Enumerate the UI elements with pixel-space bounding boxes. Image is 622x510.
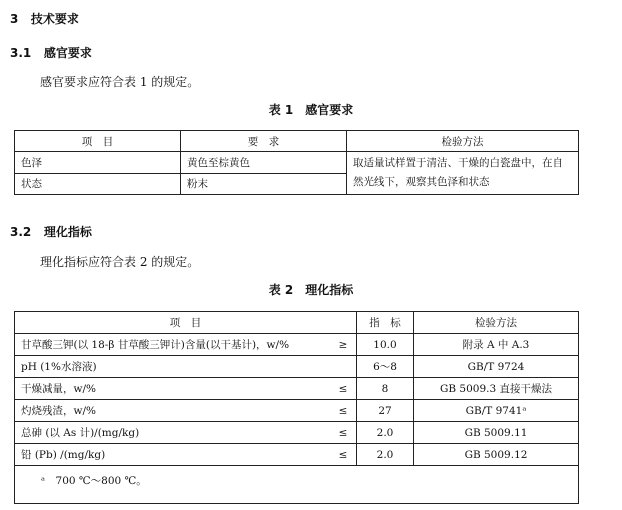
table-1 [14,130,579,195]
cell-method: GB 5009.12 [414,444,579,466]
header-index: 指 标 [357,312,414,334]
header-item: 项 目 [15,312,357,334]
table-row [15,356,579,378]
cell-method: GB 5009.11 [414,422,579,444]
cell-method: 取适量试样置于清洁、干燥的白瓷盘中，在自然光线下，观察其色泽和状态 [347,152,579,195]
cell-relation: ≤ [330,378,357,400]
table-row [15,378,579,400]
table-row [15,334,579,356]
table-row [15,400,579,422]
cell-item: 色泽 [15,152,181,174]
table-row [15,444,579,466]
section-title: 理化指标 [43,225,92,239]
cell-item: 铅 (Pb) /(mg/kg) [15,444,331,466]
cell-method: GB/T 9741ᵃ [414,400,579,422]
cell-method: 附录 A 中 A.3 [414,334,579,356]
cell-value: 8 [357,378,414,400]
section-title: 技术要求 [30,12,79,26]
table-row [15,422,579,444]
table-row [15,152,579,174]
cell-relation: ≤ [330,444,357,466]
cell-relation: ≤ [330,422,357,444]
cell-item: 总砷 (以 As 计)/(mg/kg) [15,422,331,444]
cell-value: 2.0 [357,444,414,466]
cell-item: pH (1%水溶液) [15,356,331,378]
cell-requirement: 粉末 [181,173,347,195]
cell-relation: ≥ [330,334,357,356]
section-number: 3 [10,12,19,26]
section-3-1-heading [10,44,92,61]
section-number: 3.1 [10,46,32,60]
section-number: 3.2 [10,225,32,239]
table-note-row [15,466,579,504]
cell-method: GB/T 9724 [414,356,579,378]
table-header-row [15,131,579,152]
table-header-row [15,312,579,334]
header-method: 检验方法 [414,312,579,334]
cell-item: 甘草酸三钾(以 18-β 甘草酸三钾计)含量(以干基计)，w/% [15,334,331,356]
section-3-1-paragraph: 感官要求应符合表 1 的规定。 [40,75,200,89]
cell-requirement: 黄色至棕黄色 [181,152,347,174]
header-method: 检验方法 [347,131,579,152]
cell-relation: ≤ [330,400,357,422]
header-item: 项 目 [15,131,181,152]
header-requirement: 要 求 [181,131,347,152]
section-title: 感官要求 [43,46,92,60]
table-footnote: ᵃ 700 ℃～800 ℃。 [15,466,579,504]
table-1-caption: 表 1 感官要求 [268,103,354,117]
cell-item: 干燥减量，w/% [15,378,331,400]
cell-value: 27 [357,400,414,422]
cell-value: 2.0 [357,422,414,444]
cell-value: 10.0 [357,334,414,356]
table-2 [14,311,579,504]
cell-item: 状态 [15,173,181,195]
cell-item: 灼烧残渣，w/% [15,400,331,422]
cell-relation [330,356,357,378]
table-2-caption: 表 2 理化指标 [268,283,354,297]
cell-method: GB 5009.3 直接干燥法 [414,378,579,400]
section-3-heading [10,10,79,27]
section-3-2-paragraph: 理化指标应符合表 2 的规定。 [40,255,200,269]
cell-value: 6～8 [357,356,414,378]
section-3-2-heading [10,223,92,240]
